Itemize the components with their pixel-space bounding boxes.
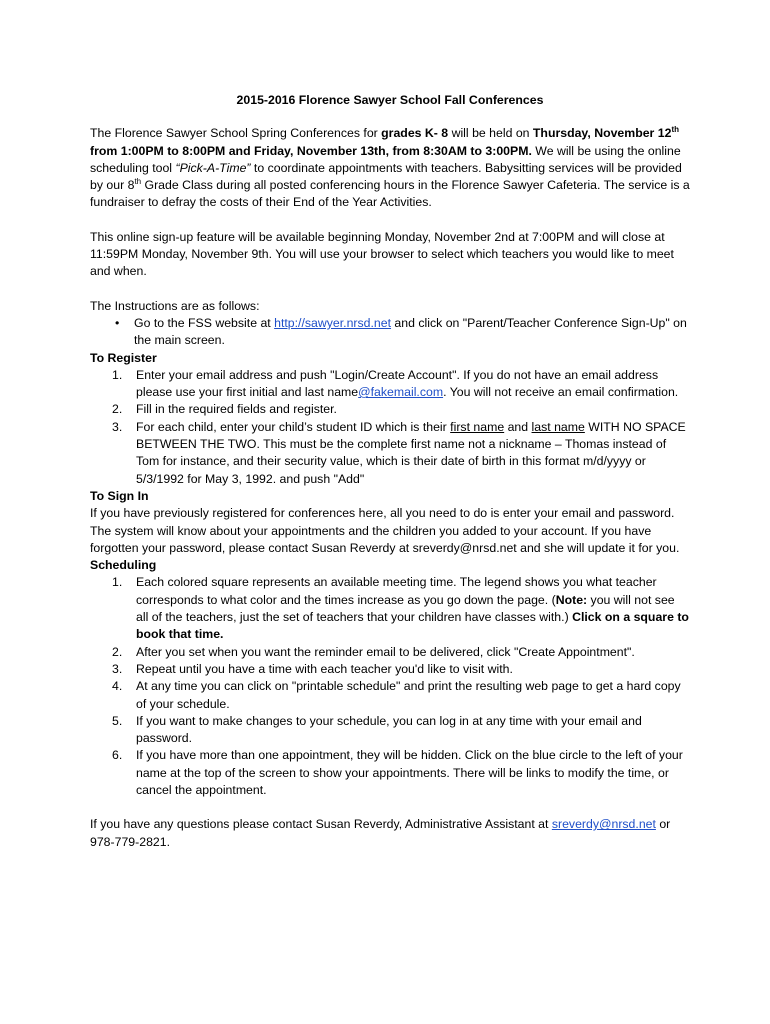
list-item: 3. Repeat until you have a time with each teacher you'd like to visit with. bbox=[112, 661, 513, 676]
closing-paragraph: If you have any questions please contact Susan Reverdy, Administrative Assistant at sreverdy@nrsd.net or 978-779-2821. bbox=[90, 817, 671, 849]
fakemail-link[interactable]: @fakemail.com bbox=[358, 385, 444, 400]
contact-email-link[interactable]: sreverdy@nrsd.net bbox=[551, 817, 656, 832]
instructions-intro: The Instructions are as follows: bbox=[90, 298, 260, 313]
document-title: 2015-2016 Florence Sawyer School Fall Conferences bbox=[236, 93, 544, 107]
list-item: 1. Each colored square represents an available meeting time. The legend shows you what teacher corresponds to what color and the times increase as you go down the page. (Note: you will not see all of the teachers, just the set of teachers that your children have classes with.) Click on a square to book that time. bbox=[112, 575, 689, 642]
intro-sup: th bbox=[134, 177, 142, 187]
list-item: 6. If you have more than one appointment, they will be hidden. Click on the blue circle to the left of your name at the top of the screen to show your appointments. There will be links to modify the time, or cancel the appointment. bbox=[112, 748, 683, 797]
intro-text-5: Grade Class during all posted conferencing hours in the Florence Sawyer Cafeteria. The service is a fundraiser to defray the costs of their End of the Year Activities. bbox=[90, 178, 690, 210]
scheduling-list bbox=[90, 574, 690, 799]
list-item: 3. For each child, enter your child’s student ID which is their first name and last name WITH NO SPACE BETWEEN THE TWO. This must be the complete first name not a nickname – Thomas instead of Tom for instance, and their security value, which is their date of birth in this format m/d/yyyy or 5/3/1992 for May 3, 1992. and push "Add" bbox=[112, 419, 686, 486]
signup-paragraph: This online sign-up feature will be available beginning Monday, November 2nd at 7:00PM and will close at 11:59PM Monday, November 9th. You will use your browser to select which teachers you would like to meet and when. bbox=[90, 229, 674, 279]
list-item: 1. Enter your email address and push "Login/Create Account". If you do not have an email address please use your first initial and last name@fakemail.com. You will not receive an email confirmation. bbox=[112, 367, 679, 400]
register-list bbox=[90, 367, 690, 488]
intro-tool-name: “Pick-A-Time” bbox=[175, 160, 251, 175]
intro-text-4: to coordinate appointments with teachers. Babysitting services will be provided by our 8 bbox=[90, 160, 682, 193]
intro-text-2: will be held on bbox=[448, 126, 533, 141]
register-heading: To Register bbox=[90, 350, 157, 365]
intro-text-3: We will be using the online scheduling tool bbox=[90, 143, 681, 175]
list-item: 2. After you set when you want the reminder email to be delivered, click "Create Appointment". bbox=[112, 644, 635, 659]
intro-date-1: Thursday, November 12th from 1:00PM to 8:00PM and Friday, November 13th, from 8:30AM to 3:00PM. bbox=[90, 125, 679, 158]
scheduling-heading: Scheduling bbox=[90, 558, 157, 573]
instructions-bullet-list bbox=[90, 315, 690, 350]
bullet-icon: • bbox=[115, 315, 120, 330]
document-body bbox=[90, 92, 690, 851]
list-item: 4. At any time you can click on "printable schedule" and print the resulting web page to get a hard copy of your schedule. bbox=[112, 679, 681, 711]
signin-paragraph: If you have previously registered for conferences here, all you need to do is enter your email and password. The system will know about your appointments and the children you added to your account. If you have forgotten your password, please contact Susan Reverdy at sreverdy@nrsd.net and she will update it for you. bbox=[90, 506, 680, 555]
fss-website-link[interactable]: http://sawyer.nrsd.net bbox=[274, 315, 392, 330]
list-item: 2. Fill in the required fields and register. bbox=[112, 402, 337, 417]
list-item: 5. If you want to make changes to your schedule, you can log in at any time with your email and password. bbox=[112, 713, 642, 746]
intro-text-1: The Florence Sawyer School Spring Conferences for bbox=[90, 126, 382, 141]
signin-heading: To Sign In bbox=[90, 488, 149, 503]
intro-paragraph bbox=[90, 125, 690, 211]
intro-grades: grades K- 8 bbox=[381, 126, 449, 141]
list-item: • Go to the FSS website at http://sawyer.nrsd.net and click on "Parent/Teacher Conference Sign-Up" on the main screen. bbox=[115, 315, 687, 348]
